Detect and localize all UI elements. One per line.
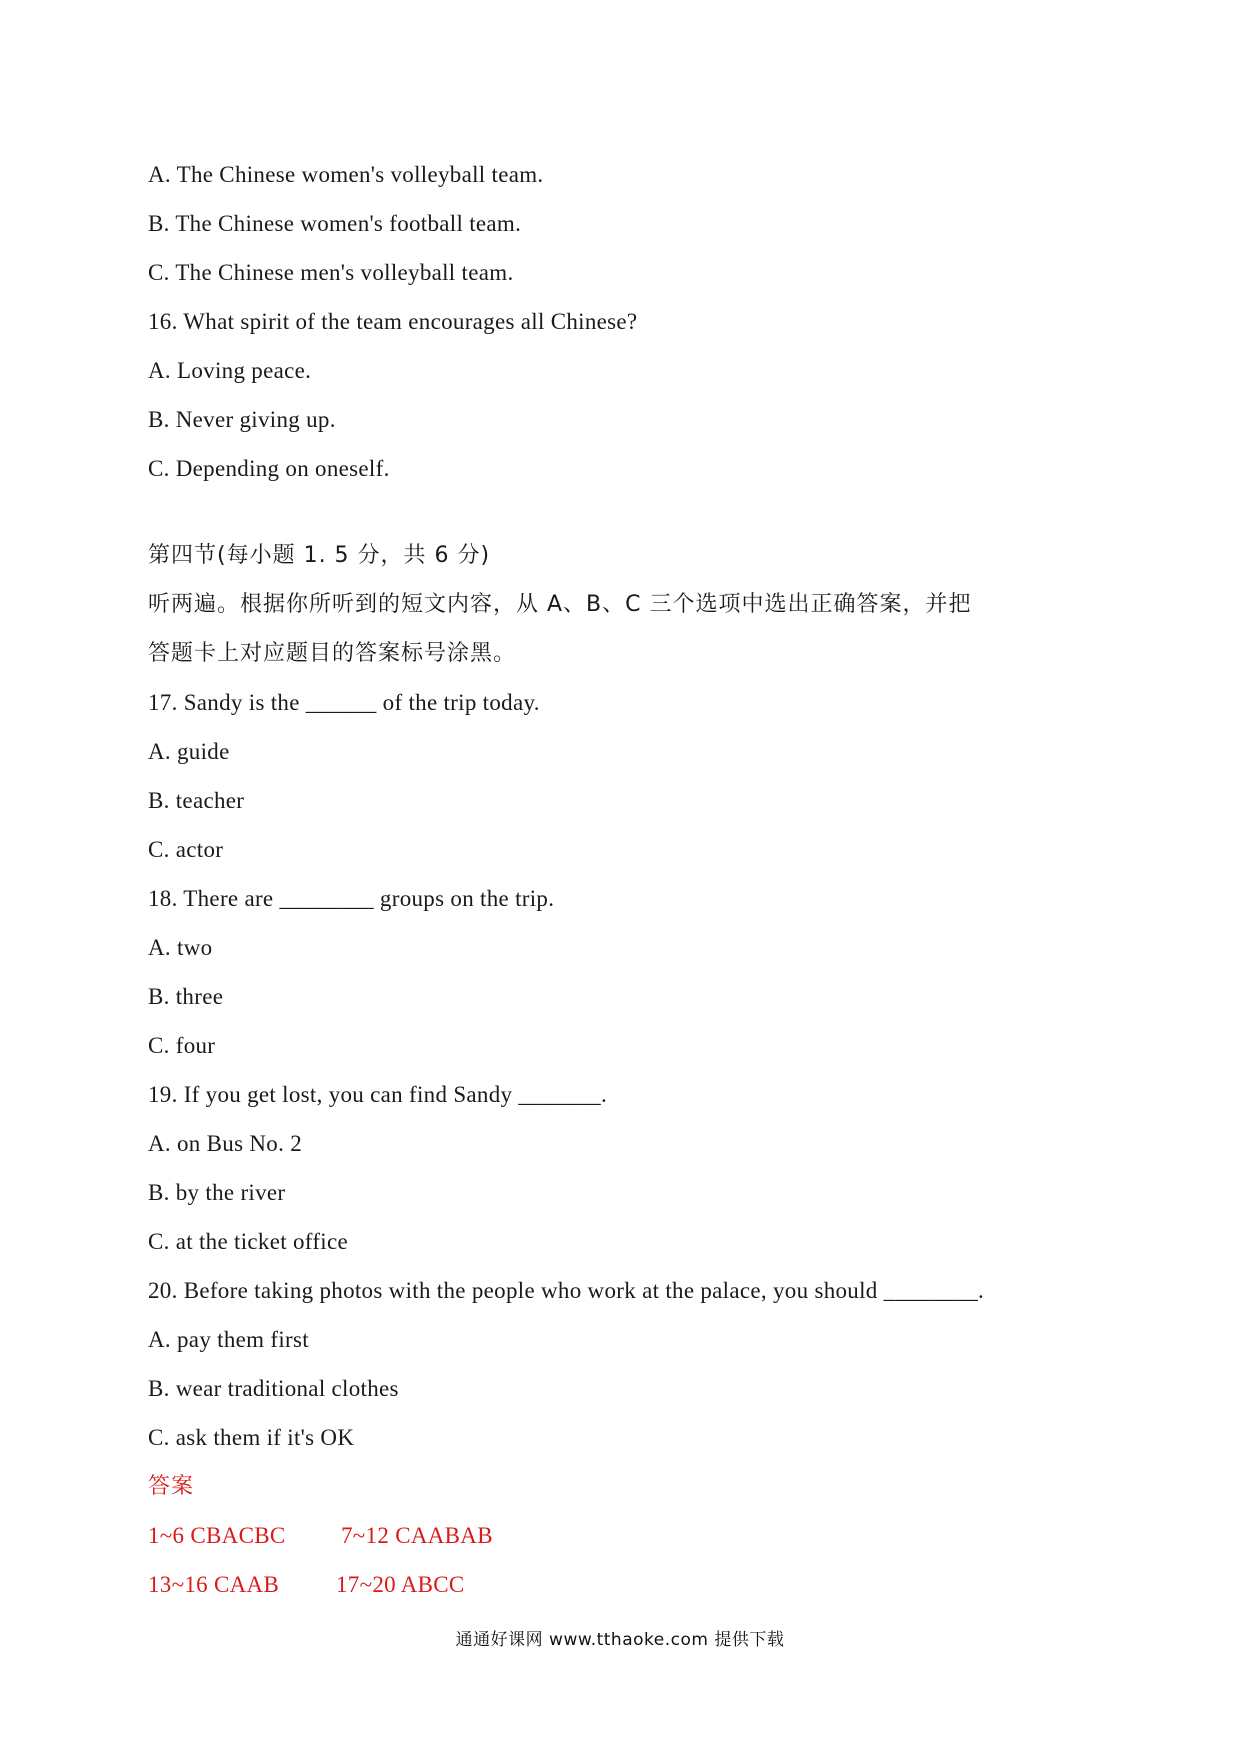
q20-question: 20. Before taking photos with the people who work at the palace, you should ________. (148, 1278, 985, 1303)
q19-question: 19. If you get lost, you can find Sandy _______. (148, 1082, 608, 1107)
section4-instruction-line1: 听两遍。根据你所听到的短文内容，从 A、B、C 三个选项中选出正确答案，并把 (148, 592, 972, 617)
q16-option-c: C. Depending on oneself. (148, 456, 390, 481)
q19-option-a: A. on Bus No. 2 (148, 1131, 303, 1156)
q15-option-b: B. The Chinese women's football team. (148, 211, 522, 236)
answers-row-2 (148, 1560, 1108, 1609)
answer-group-1-6: 1~6 CBACBC (148, 1523, 286, 1548)
q15-option-a: A. The Chinese women's volleyball team. (148, 162, 544, 187)
answers-row-1 (148, 1511, 1108, 1560)
q15-option-c: C. The Chinese men's volleyball team. (148, 260, 514, 285)
section4-heading: 第四节(每小题 1. 5 分，共 6 分) (148, 543, 491, 568)
q20-option-c: C. ask them if it's OK (148, 1425, 355, 1450)
q20-option-b: B. wear traditional clothes (148, 1376, 399, 1401)
q16-option-a: A. Loving peace. (148, 358, 312, 383)
q19-option-c: C. at the ticket office (148, 1229, 348, 1254)
q17-option-b: B. teacher (148, 788, 245, 813)
q17-option-c: C. actor (148, 837, 224, 862)
page-footer: 通通好课网 www.tthaoke.com 提供下载 (455, 1630, 785, 1650)
q18-option-a: A. two (148, 935, 213, 960)
q17-option-a: A. guide (148, 739, 230, 764)
answer-group-13-16: 13~16 CAAB (148, 1572, 280, 1597)
answers-label: 答案 (148, 1474, 195, 1499)
q16-question: 16. What spirit of the team encourages all Chinese? (148, 309, 638, 334)
q18-option-c: C. four (148, 1033, 216, 1058)
q19-option-b: B. by the river (148, 1180, 286, 1205)
q18-option-b: B. three (148, 984, 224, 1009)
q20-option-a: A. pay them first (148, 1327, 309, 1352)
q18-question: 18. There are ________ groups on the trip. (148, 886, 555, 911)
answer-group-17-20: 17~20 ABCC (336, 1572, 465, 1597)
section4-instruction-line2: 答题卡上对应题目的答案标号涂黑。 (148, 641, 517, 666)
section-gap (148, 493, 1108, 531)
exam-page (148, 150, 1108, 1609)
q17-question: 17. Sandy is the ______ of the trip today. (148, 690, 540, 715)
q16-option-b: B. Never giving up. (148, 407, 336, 432)
answer-group-7-12: 7~12 CAABAB (341, 1523, 493, 1548)
